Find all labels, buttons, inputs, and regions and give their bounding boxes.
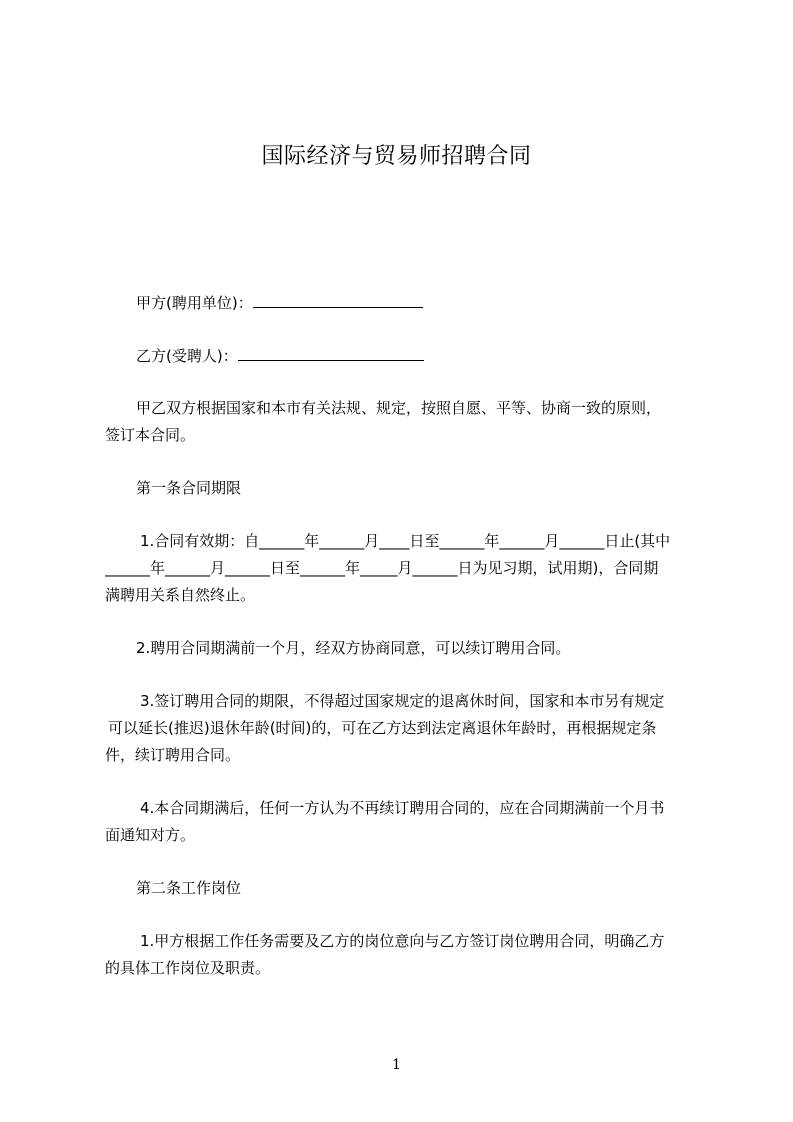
party-b-blank — [238, 345, 424, 361]
article-2-heading: 第二条工作岗位 — [136, 879, 242, 897]
page-number: 1 — [392, 1057, 401, 1073]
party-b-label: 乙方(受聘人)： — [136, 347, 238, 365]
article-1-item-1-line-3: 满聘用关系自然终止。 — [105, 586, 256, 604]
party-a-label: 甲方(聘用单位)： — [136, 294, 253, 312]
document-title: 国际经济与贸易师招聘合同 — [261, 144, 532, 169]
article-1-item-1-line-1: 1.合同有效期：自______年______月____日至______年______月______日止(其中 — [140, 532, 671, 550]
party-a-blank — [253, 292, 423, 308]
party-b-line — [136, 345, 741, 366]
article-1-item-3-line-1: 3.签订聘用合同的期限，不得超过国家规定的退离休时间，国家和本市另有规定 — [140, 692, 665, 710]
article-1-item-4-line-1: 4.本合同期满后，任何一方认为不再续订聘用合同的，应在合同期满前一个月书 — [140, 799, 665, 817]
article-2-item-1-line-1: 1.甲方根据工作任务需要及乙方的岗位意向与乙方签订岗位聘用合同，明确乙方 — [140, 932, 665, 950]
intro-line-1: 甲乙双方根据国家和本市有关法规、规定，按照自愿、平等、协商一致的原则， — [136, 399, 662, 417]
article-1-item-3-line-3: 件，续订聘用合同。 — [105, 746, 241, 764]
article-1-item-1-line-2: ______年______月______日至______年_____月______日为见习期，试用期)，合同期 — [105, 559, 659, 577]
intro-line-2: 签订本合同。 — [105, 426, 196, 444]
party-a-line — [136, 292, 741, 313]
article-1-item-3-line-2: 可以延长(推迟)退休年龄(时间)的，可在乙方达到法定离退休年龄时，再根据规定条 — [108, 719, 657, 737]
article-1-item-4-line-2: 面通知对方。 — [105, 826, 196, 844]
article-2-item-1-line-2: 的具体工作岗位及职责。 — [105, 959, 271, 977]
article-1-item-2: 2.聘用合同期满前一个月，经双方协商同意，可以续订聘用合同。 — [136, 639, 571, 657]
article-1-heading: 第一条合同期限 — [136, 479, 242, 497]
